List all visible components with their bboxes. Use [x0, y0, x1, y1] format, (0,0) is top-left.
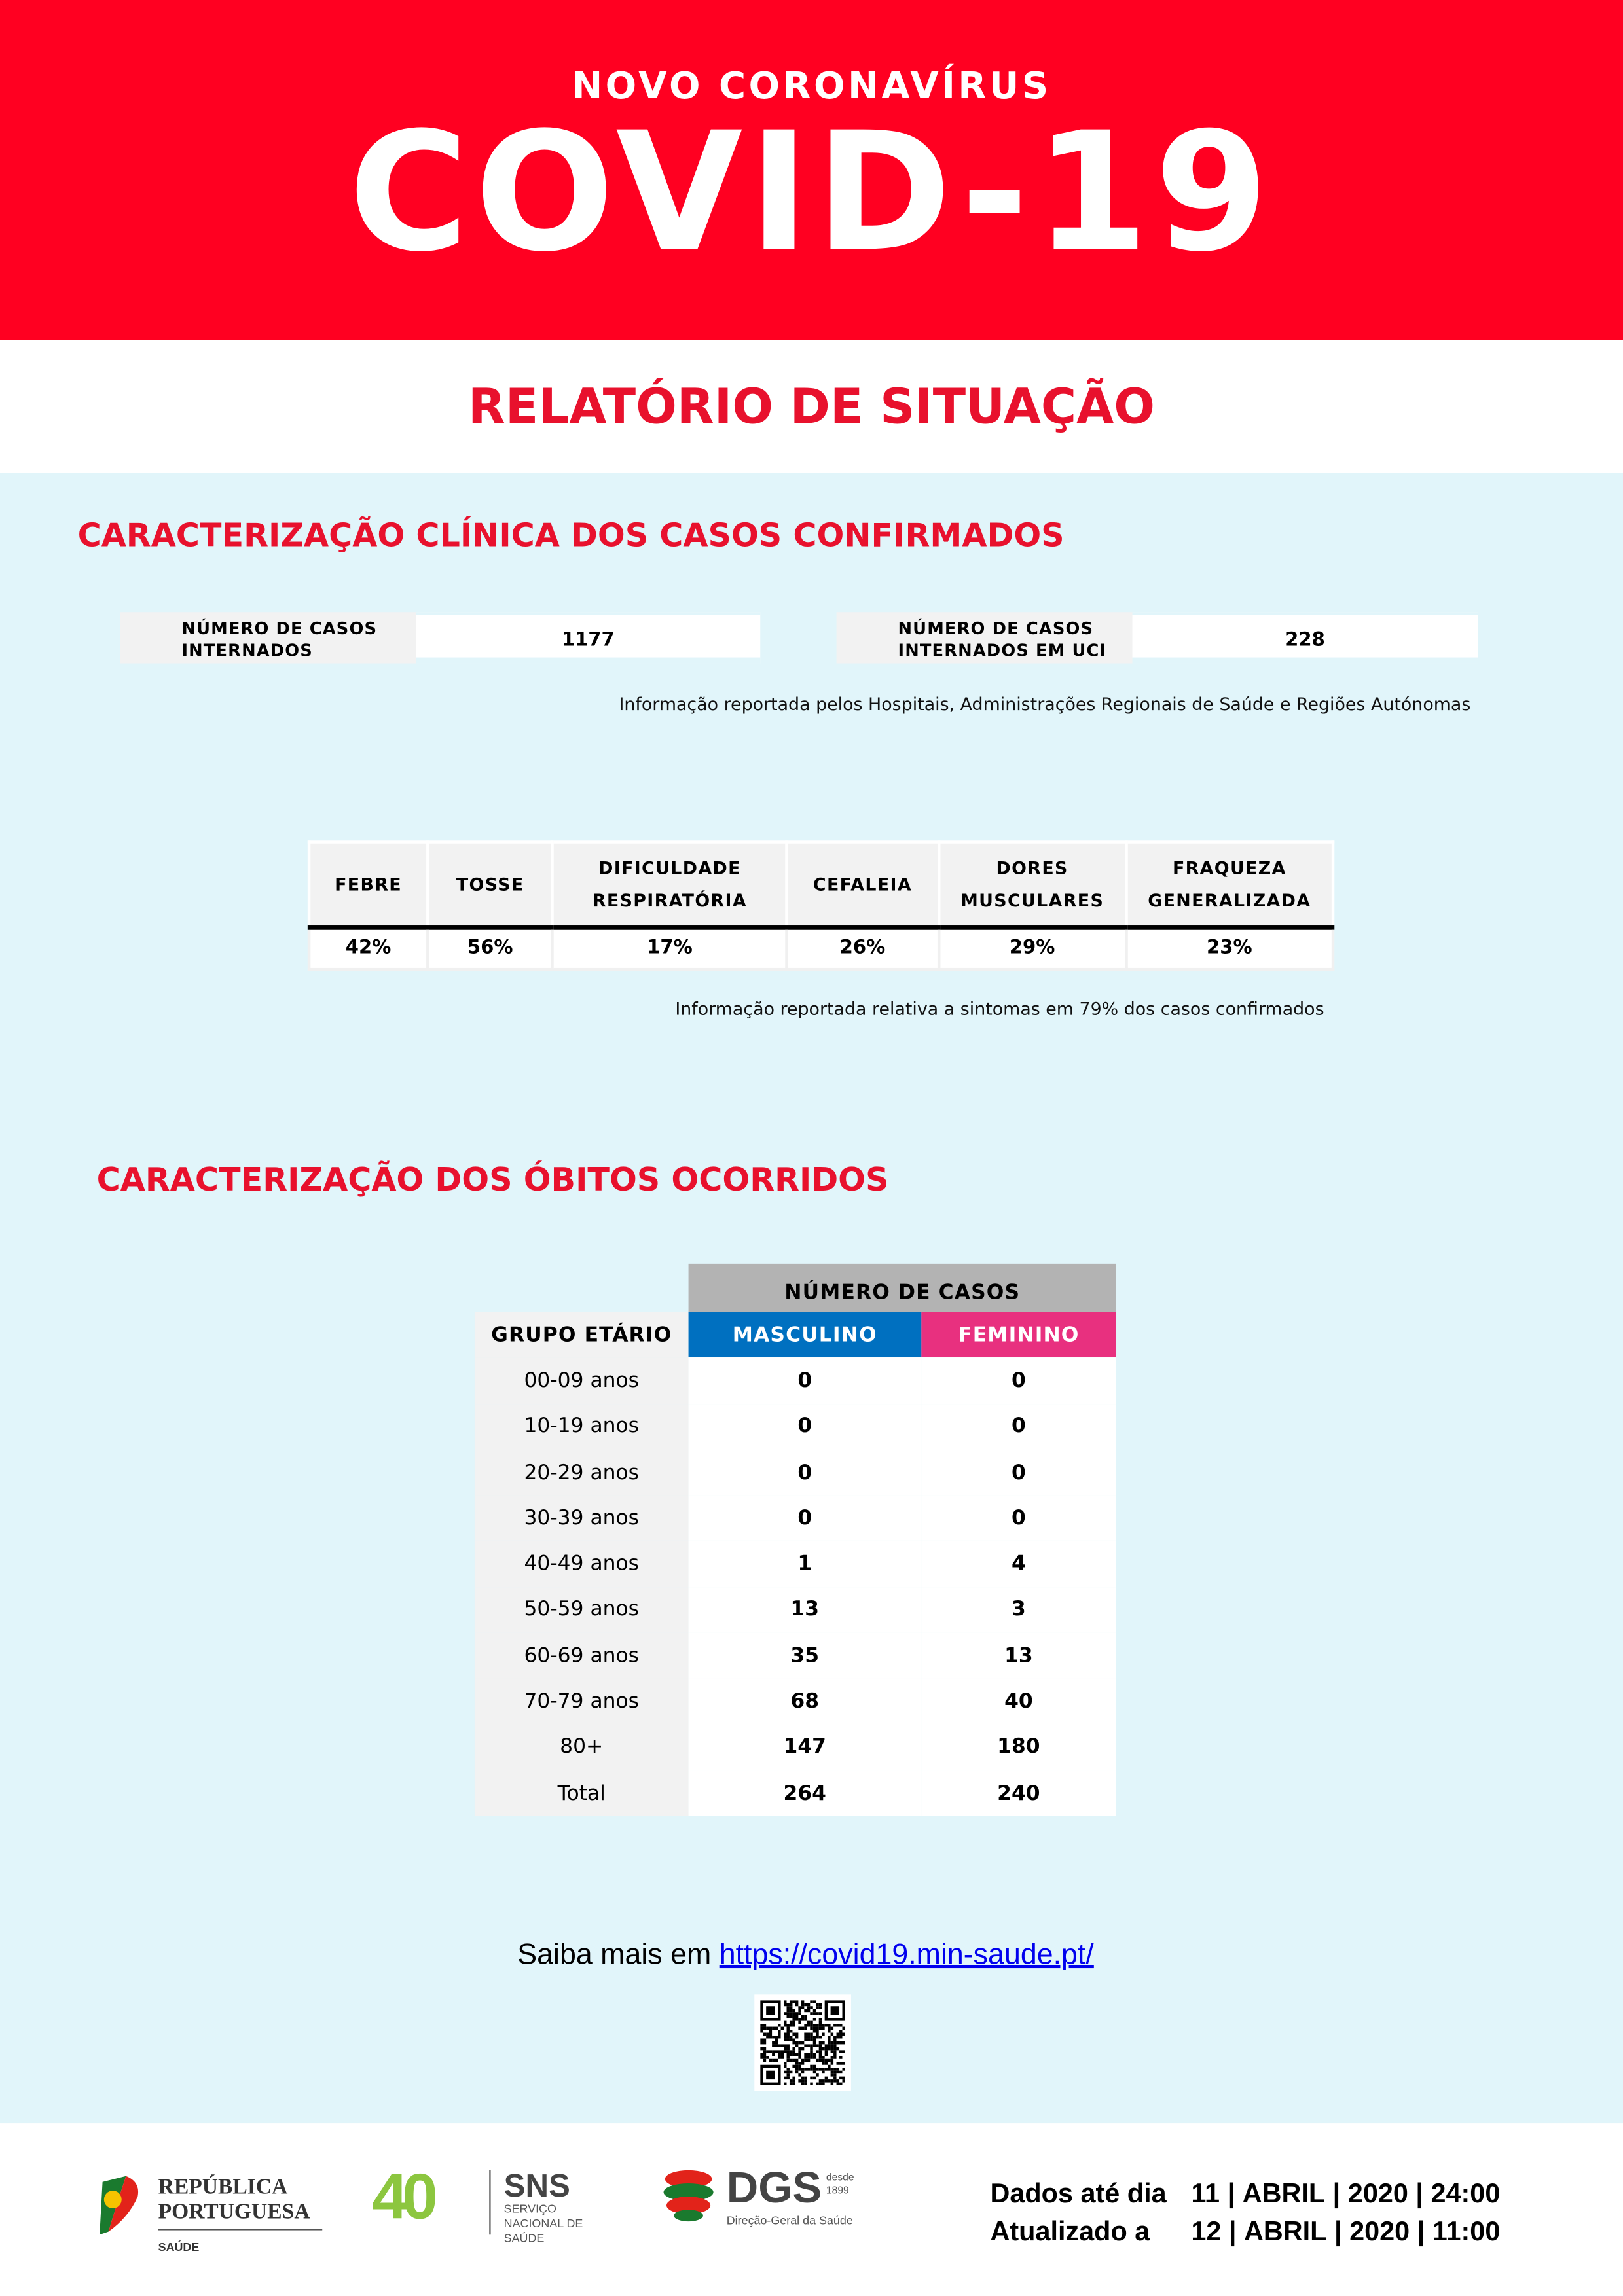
republica-sub: SAÚDE — [158, 2240, 200, 2254]
dgs-emblem-icon — [662, 2167, 715, 2223]
header-banner — [0, 0, 1623, 340]
deaths-row — [475, 1404, 1116, 1450]
deaths-group-header-row — [475, 1264, 1116, 1312]
female-deaths: 40 — [921, 1679, 1116, 1725]
number-of-cases-header: NÚMERO DE CASOS — [689, 1264, 1116, 1312]
female-deaths: 0 — [921, 1450, 1116, 1496]
source-note: Informação reportada pelos Hospitais, Administrações Regionais de Saúde e Regiões Autónomas — [619, 694, 1471, 715]
female-deaths: 240 — [921, 1770, 1116, 1816]
age-group: 70-79 anos — [475, 1679, 689, 1725]
icu-label: NÚMERO DE CASOS INTERNADOS EM UCI — [837, 612, 1133, 663]
symptom-value: 23% — [1126, 927, 1333, 969]
more-info-link[interactable]: https://covid19.min-saude.pt/ — [719, 1939, 1094, 1971]
symptom-header: FRAQUEZA GENERALIZADA — [1126, 842, 1333, 927]
updated-label: Atualizado a — [990, 2215, 1150, 2247]
age-group: 00-09 anos — [475, 1358, 689, 1404]
female-deaths: 13 — [921, 1633, 1116, 1679]
male-deaths: 0 — [689, 1496, 921, 1541]
data-until-label: Dados até dia — [990, 2178, 1167, 2208]
qr-code-icon — [760, 2000, 845, 2085]
header-subtitle: NOVO CORONAVÍRUS — [572, 64, 1051, 107]
data-until-month: ABRIL — [1242, 2178, 1326, 2208]
age-group: Total — [475, 1770, 689, 1816]
symptom-value: 56% — [428, 927, 553, 969]
report-title-band — [0, 340, 1623, 473]
symptom-value: 42% — [309, 927, 428, 969]
age-group: 20-29 anos — [475, 1450, 689, 1496]
data-until-year: 2020 — [1347, 2178, 1408, 2208]
clinical-heading: CARACTERIZAÇÃO CLÍNICA DOS CASOS CONFIRMADOS — [77, 518, 1065, 555]
symptom-value: 17% — [553, 927, 786, 969]
republica-flag-icon — [97, 2173, 147, 2237]
data-until-day: 11 — [1191, 2178, 1220, 2208]
symptom-value: 26% — [786, 927, 938, 969]
deaths-heading: CARACTERIZAÇÃO DOS ÓBITOS OCORRIDOS — [96, 1162, 889, 1200]
footer — [0, 2123, 1623, 2296]
updated-time: 11:00 — [1432, 2215, 1501, 2247]
icu-value: 228 — [1133, 612, 1478, 663]
dgs-logo — [662, 2164, 867, 2240]
updated-year: 2020 — [1349, 2215, 1410, 2247]
symptom-value: 29% — [939, 927, 1126, 969]
sns-logo — [372, 2161, 621, 2245]
sns-text: SNS — [503, 2167, 570, 2204]
age-group: 80+ — [475, 1725, 689, 1770]
symptoms-note: Informação reportada relativa a sintomas em 79% dos casos confirmados — [675, 998, 1324, 1020]
deaths-table — [475, 1264, 1116, 1816]
deaths-row — [475, 1541, 1116, 1587]
updated: Atualizado a 12 | ABRIL | 2020 | 11:00 — [990, 2215, 1500, 2248]
symptom-header: DIFICULDADE RESPIRATÓRIA — [553, 842, 786, 927]
dgs-since: desde 1899 — [826, 2173, 854, 2197]
deaths-row — [475, 1358, 1116, 1404]
more-info — [0, 1939, 1611, 1972]
data-until: Dados até dia 11 | ABRIL | 2020 | 24:00 — [990, 2178, 1500, 2210]
male-deaths: 35 — [689, 1633, 921, 1679]
female-deaths: 4 — [921, 1541, 1116, 1587]
symptom-header: DORES MUSCULARES — [939, 842, 1126, 927]
symptom-header: TOSSE — [428, 842, 553, 927]
symptoms-header-row — [309, 842, 1333, 927]
symptom-header: FEBRE — [309, 842, 428, 927]
age-group: 10-19 anos — [475, 1404, 689, 1450]
male-deaths: 0 — [689, 1358, 921, 1404]
age-group: 50-59 anos — [475, 1587, 689, 1633]
deaths-row — [475, 1587, 1116, 1633]
female-deaths: 3 — [921, 1587, 1116, 1633]
sns-sub: SERVIÇO NACIONAL DE SAÚDE — [503, 2202, 583, 2245]
female-deaths: 0 — [921, 1404, 1116, 1450]
hospitalized-box — [120, 612, 760, 663]
female-deaths: 0 — [921, 1496, 1116, 1541]
header-title: COVID-19 — [348, 98, 1275, 289]
male-deaths: 264 — [689, 1770, 921, 1816]
dgs-sub: Direção-Geral da Saúde — [726, 2214, 853, 2228]
male-deaths: 147 — [689, 1725, 921, 1770]
male-deaths: 13 — [689, 1587, 921, 1633]
qr-code — [754, 1994, 851, 2091]
age-group: 30-39 anos — [475, 1496, 689, 1541]
republica-text: REPÚBLICA PORTUGUESA — [158, 2176, 310, 2225]
age-group: 60-69 anos — [475, 1633, 689, 1679]
symptoms-table — [308, 840, 1334, 971]
updated-day: 12 — [1191, 2215, 1222, 2247]
male-deaths: 1 — [689, 1541, 921, 1587]
deaths-row — [475, 1450, 1116, 1496]
male-deaths: 0 — [689, 1450, 921, 1496]
female-deaths: 180 — [921, 1725, 1116, 1770]
female-header: FEMININO — [921, 1312, 1116, 1358]
male-deaths: 68 — [689, 1679, 921, 1725]
symptoms-value-row — [309, 927, 1333, 969]
female-deaths: 0 — [921, 1358, 1116, 1404]
sns-40-years: 40 — [372, 2161, 432, 2234]
hospitalized-value: 1177 — [416, 612, 760, 663]
icu-box — [837, 612, 1478, 663]
deaths-row — [475, 1633, 1116, 1679]
deaths-row — [475, 1679, 1116, 1725]
deaths-row — [475, 1725, 1116, 1770]
dgs-text: DGS — [726, 2164, 822, 2213]
hospitalized-label: NÚMERO DE CASOS INTERNADOS — [120, 612, 416, 663]
updated-month: ABRIL — [1243, 2215, 1327, 2247]
report-title: RELATÓRIO DE SITUAÇÃO — [467, 378, 1156, 435]
deaths-header-row — [475, 1312, 1116, 1358]
male-header: MASCULINO — [689, 1312, 921, 1358]
more-info-prefix: Saiba mais em — [517, 1939, 720, 1971]
deaths-row — [475, 1770, 1116, 1816]
republica-portuguesa-logo — [97, 2173, 331, 2276]
deaths-row — [475, 1496, 1116, 1541]
symptom-header: CEFALEIA — [786, 842, 938, 927]
data-until-time: 24:00 — [1431, 2178, 1501, 2208]
male-deaths: 0 — [689, 1404, 921, 1450]
age-group: 40-49 anos — [475, 1541, 689, 1587]
age-group-header: GRUPO ETÁRIO — [475, 1312, 689, 1358]
